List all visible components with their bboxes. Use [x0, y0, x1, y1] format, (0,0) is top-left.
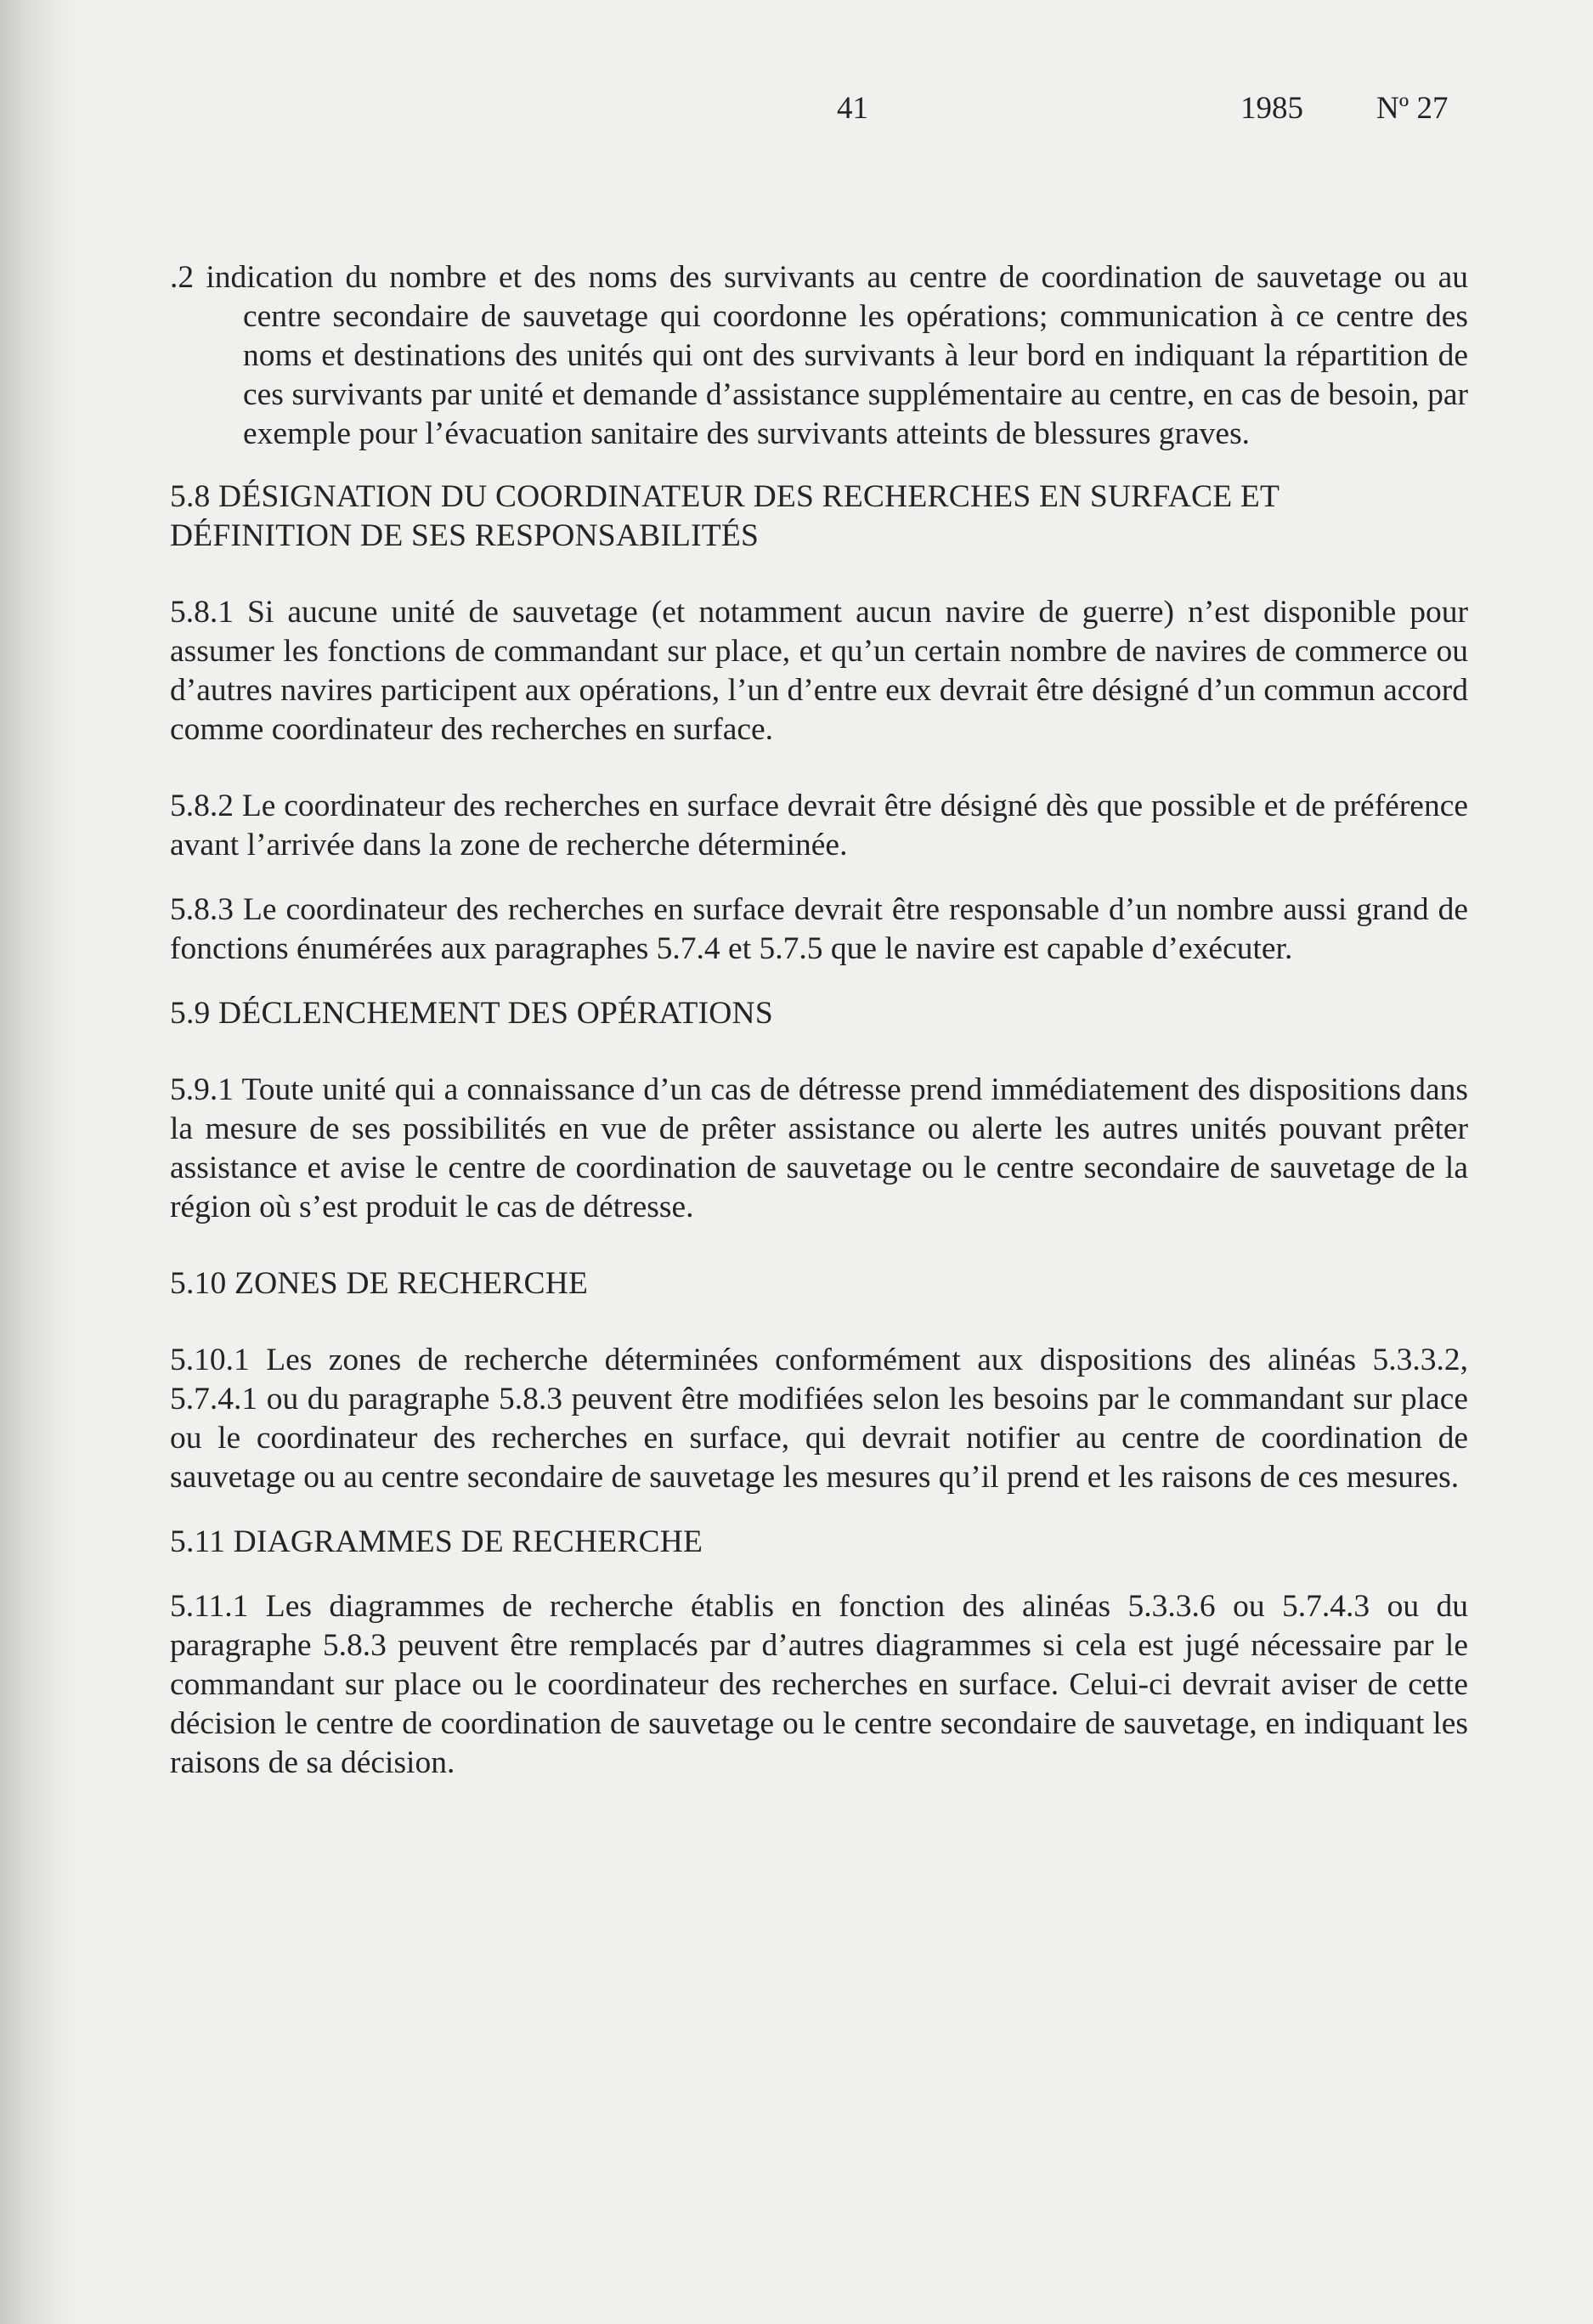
- section-heading-5-8: 5.8 DÉSIGNATION DU COORDINATEUR DES RECHERCHES EN SURFACE ET DÉFINITION DE SES RESPONSABILITÉS: [170, 479, 1279, 553]
- section-heading-5-9: 5.9 DÉCLENCHEMENT DES OPÉRATIONS: [170, 996, 773, 1031]
- paragraph-5-9-1: 5.9.1 Toute unité qui a connaissance d’un cas de détresse prend immédiatement des dispositions dans la mesure de ses possibilités en vue de prêter assistance ou alerte les autres unités pouvant prêter assistance et avise le centre de coordination de sauvetage ou le centre secondaire de sauvetage de la région où s’est produit le cas de détresse.: [170, 1072, 1468, 1224]
- running-header: [0, 90, 1593, 133]
- header-issue-number: Nº 27: [1376, 91, 1449, 126]
- section-heading-5-10: 5.10 ZONES DE RECHERCHE: [170, 1266, 589, 1301]
- paragraph-5-8-3: 5.8.3 Le coordinateur des recherches en surface devrait être responsable d’un nombre aussi grand de fonctions énumérées aux paragraphes 5.7.4 et 5.7.5 que le navire est capable d’exécuter.: [170, 892, 1468, 966]
- paragraph-5-8-2: 5.8.2 Le coordinateur des recherches en surface devrait être désigné dès que possible et de préférence avant l’arrivée dans la zone de recherche déterminée.: [170, 789, 1468, 862]
- paragraph-item-2: .2 indication du nombre et des noms des survivants au centre de coordination de sauvetage ou au centre secondaire de sauvetage qui coordonne les opérations; communication à ce centre des noms et destinations des unités qui ont des survivants à leur bord en indiquant la répartition de ces survivants par unité et demande d’assistance supplémentaire au centre, en cas de besoin, par exemple pour l’évacuation sanitaire des survivants atteints de blessures graves.: [170, 260, 1468, 451]
- header-year: 1985: [1240, 91, 1303, 126]
- page-number: 41: [837, 91, 868, 126]
- paragraph-5-10-1: 5.10.1 Les zones de recherche déterminées conformément aux dispositions des alinéas 5.3.3.2, 5.7.4.1 ou du paragraphe 5.8.3 peuvent être modifiées selon les besoins par le commandant sur place ou le coordinateur des recherches en surface, qui devrait notifier au centre de coordination de sauvetage ou au centre secondaire de sauvetage les mesures qu’il prend et les raisons de ces mesures.: [170, 1343, 1468, 1495]
- paragraph-5-8-1: 5.8.1 Si aucune unité de sauvetage (et notamment aucun navire de guerre) n’est disponible pour assumer les fonctions de commandant sur place, et qu’un certain nombre de navires de commerce ou d’autres navires participent aux opérations, l’un d’entre eux devrait être désigné d’un commun accord comme coordinateur des recherches en surface.: [170, 595, 1468, 747]
- section-heading-5-11: 5.11 DIAGRAMMES DE RECHERCHE: [170, 1524, 703, 1559]
- paragraph-5-11-1: 5.11.1 Les diagrammes de recherche établis en fonction des alinéas 5.3.3.6 ou 5.7.4.3 ou du paragraphe 5.8.3 peuvent être remplacés par d’autres diagrammes si cela est jugé nécessaire par le commandant sur place ou le coordinateur des recherches en surface. Celui-ci devrait aviser de cette décision le centre de coordination de sauvetage ou le centre secondaire de sauvetage, en indiquant les raisons de sa décision.: [170, 1589, 1468, 1780]
- body-text: [170, 258, 1468, 1783]
